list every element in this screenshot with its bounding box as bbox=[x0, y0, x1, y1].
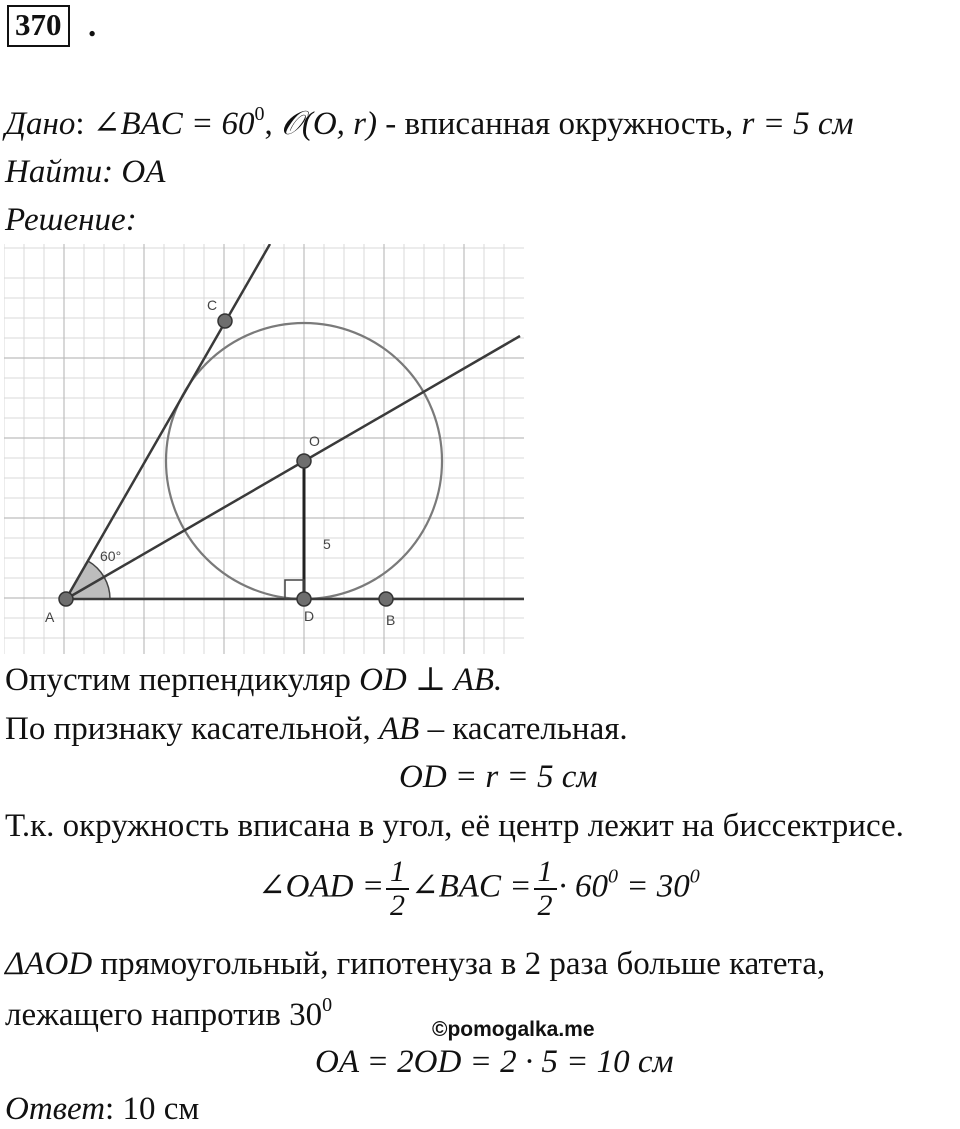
point-c bbox=[218, 314, 232, 328]
angle-arc bbox=[66, 561, 110, 599]
step-tangent: По признаку касательной, AB – касательная. bbox=[5, 711, 628, 747]
given-angle: ∠BAC = 60 bbox=[92, 106, 255, 142]
find-value: OA bbox=[121, 154, 166, 190]
step-triangle: ΔAOD прямоугольный, гипотенуза в 2 раза больше катета, bbox=[5, 946, 826, 982]
label-angle: 60° bbox=[100, 548, 122, 564]
step-oa-equation: OA = 2OD = 2 · 5 = 10 см bbox=[315, 1044, 674, 1080]
step-bisector: Т.к. окружность вписана в угол, её центр лежит на биссектрисе. bbox=[5, 808, 904, 844]
point-o bbox=[297, 454, 311, 468]
label-a: A bbox=[45, 609, 55, 625]
ray-ac bbox=[66, 244, 270, 599]
fraction-half-2: $\frac{1}{2}$ bbox=[534, 856, 557, 922]
answer-label: Ответ bbox=[5, 1091, 106, 1127]
given-circle-text: - вписанная окружность, bbox=[385, 106, 734, 142]
label-c: C bbox=[207, 297, 218, 313]
given-circle: 𝒪(O, r) bbox=[281, 106, 377, 142]
watermark: ©pomogalka.me bbox=[432, 1018, 595, 1041]
step-oad-equation: ∠OAD = $\frac{1}{2}$ ∠BAC = $\frac{1}{2}$ · $60^0 = 30^0$ bbox=[258, 855, 700, 922]
find-label: Найти: bbox=[5, 154, 114, 190]
problem-number: 370 bbox=[7, 5, 70, 47]
step-od-equation: OD = r = 5 см bbox=[399, 759, 598, 795]
given-label: Дано bbox=[5, 106, 76, 142]
step-perpendicular: Опустим перпендикуляр OD ⊥ AB. bbox=[5, 662, 503, 698]
find-line bbox=[5, 152, 165, 192]
given-radius: r = 5 см bbox=[741, 106, 854, 142]
fraction-half-1: $\frac{1}{2}$ bbox=[386, 856, 409, 922]
point-a bbox=[59, 592, 73, 606]
label-b: B bbox=[386, 612, 396, 628]
label-length: 5 bbox=[323, 536, 331, 552]
bisector-ao bbox=[66, 336, 520, 599]
answer-value: : 10 см bbox=[105, 1091, 200, 1127]
solution-label: Решение: bbox=[5, 202, 137, 238]
geometry-figure bbox=[4, 244, 524, 654]
label-o: O bbox=[309, 433, 320, 449]
answer-line bbox=[5, 1089, 199, 1129]
problem-number-dot: . bbox=[88, 8, 97, 44]
point-b bbox=[379, 592, 393, 606]
point-d bbox=[297, 592, 311, 606]
step-opposite: лежащего напротив $30^0$ bbox=[5, 994, 333, 1033]
given-line: Дано: ∠BAC = $60^0$, 𝒪(O, r) - вписанная окружность, r = 5 см bbox=[5, 103, 854, 142]
label-d: D bbox=[304, 608, 315, 624]
